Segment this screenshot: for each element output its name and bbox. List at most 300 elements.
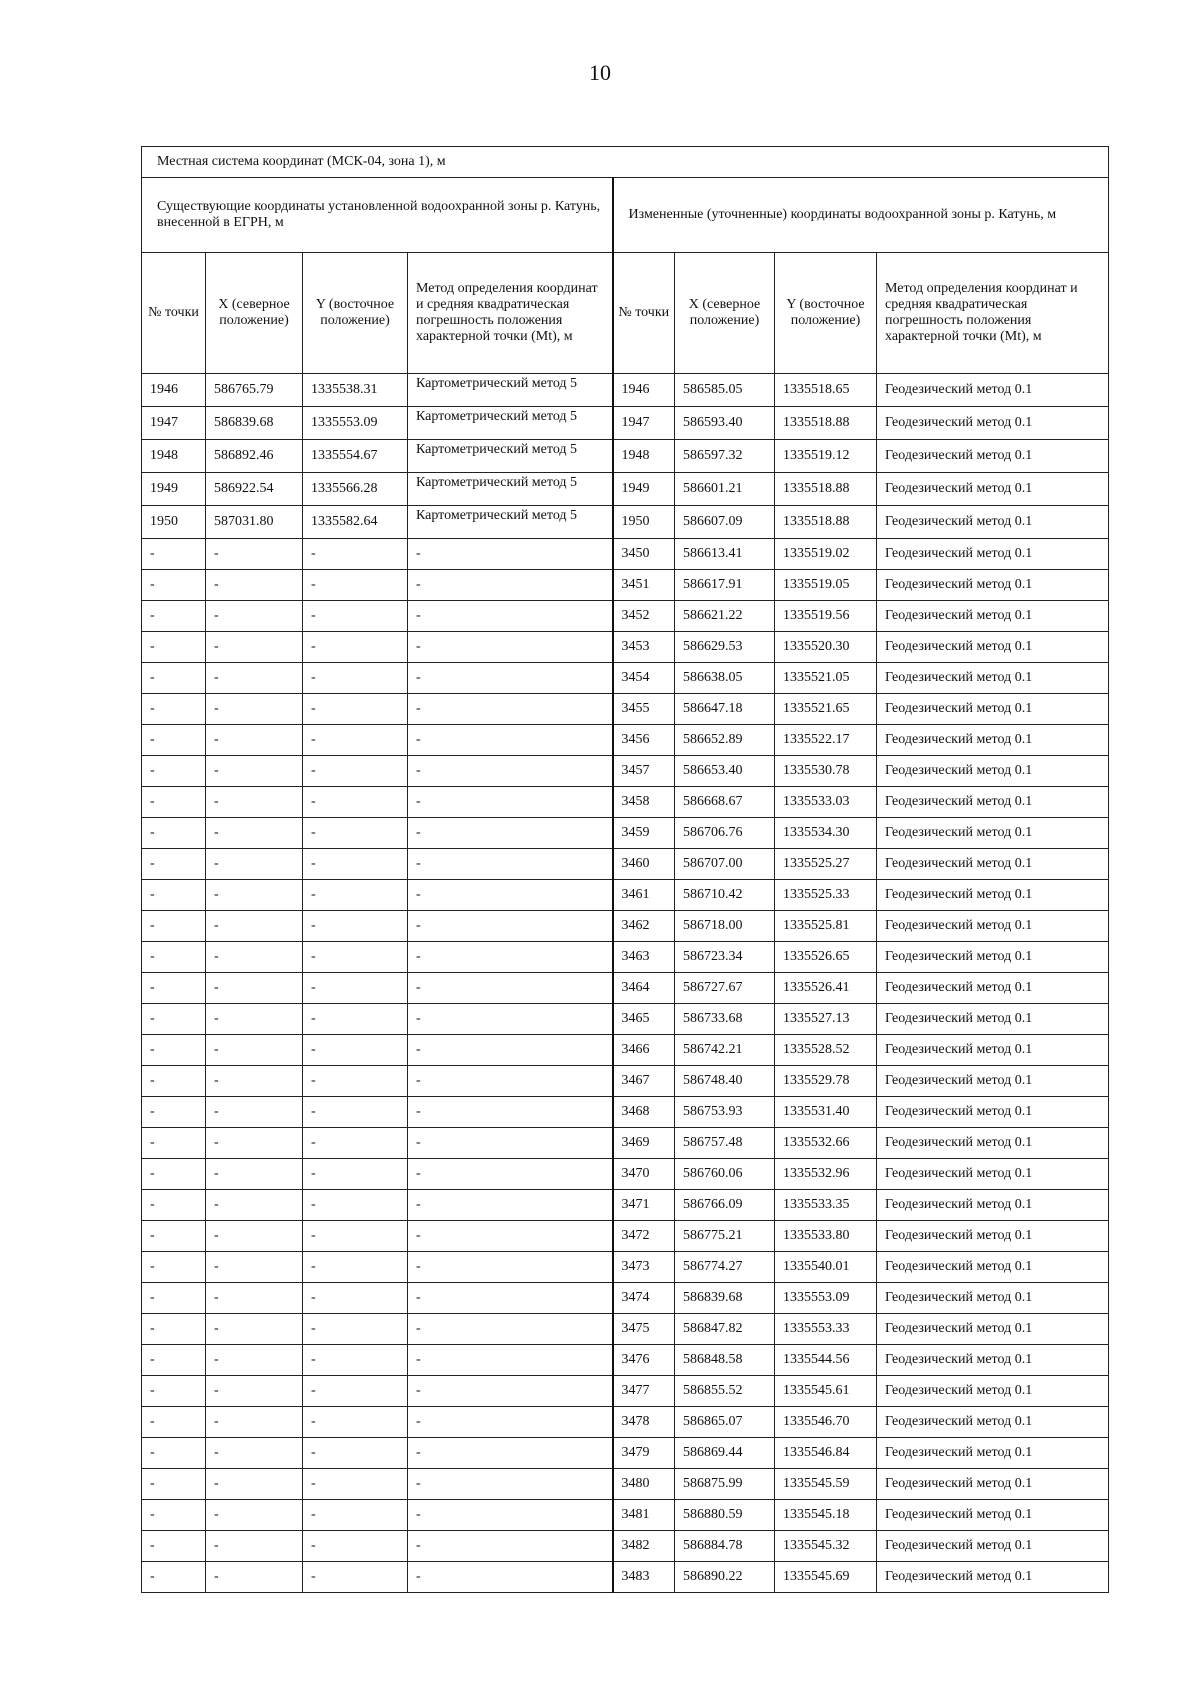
- new-y-coordinate-cell: 1335520.30: [775, 632, 877, 663]
- old-x-coordinate-cell: 586922.54: [206, 473, 303, 506]
- group-existing-header: Существующие координаты установленной водоохранной зоны р. Катунь, внесенной в ЕГРН, м: [142, 178, 613, 253]
- new-y-coordinate-cell: 1335518.65: [775, 374, 877, 407]
- new-point-number-cell: 3463: [613, 942, 675, 973]
- old-point-number-cell: -: [142, 818, 206, 849]
- old-method-cell: -: [408, 1314, 613, 1345]
- old-point-number-cell: -: [142, 632, 206, 663]
- old-x-coordinate-cell: -: [206, 1283, 303, 1314]
- old-point-number-cell: 1947: [142, 407, 206, 440]
- new-x-coordinate-cell: 586707.00: [675, 849, 775, 880]
- new-point-number-cell: 3454: [613, 663, 675, 694]
- new-y-coordinate-cell: 1335525.81: [775, 911, 877, 942]
- new-point-number-cell: 1947: [613, 407, 675, 440]
- new-y-coordinate-cell: 1335533.35: [775, 1190, 877, 1221]
- old-method-cell: -: [408, 1097, 613, 1128]
- new-point-number-cell: 3468: [613, 1097, 675, 1128]
- old-method-cell: Картометрический метод 5: [408, 473, 613, 506]
- new-x-coordinate-cell: 586880.59: [675, 1500, 775, 1531]
- old-y-coordinate-cell: -: [303, 818, 408, 849]
- old-x-coordinate-cell: -: [206, 973, 303, 1004]
- new-y-coordinate-cell: 1335532.96: [775, 1159, 877, 1190]
- new-method-cell: Геодезический метод 0.1: [877, 1500, 1109, 1531]
- old-x-coordinate-cell: -: [206, 1562, 303, 1593]
- new-y-coordinate-cell: 1335525.33: [775, 880, 877, 911]
- old-method-cell: Картометрический метод 5: [408, 374, 613, 407]
- new-point-number-cell: 1950: [613, 506, 675, 539]
- new-point-number-cell: 3457: [613, 756, 675, 787]
- new-method-cell: Геодезический метод 0.1: [877, 1097, 1109, 1128]
- old-x-coordinate-cell: -: [206, 1438, 303, 1469]
- table-row: [142, 1252, 1109, 1283]
- table-row: [142, 1128, 1109, 1159]
- old-point-number-cell: -: [142, 601, 206, 632]
- old-y-coordinate-cell: -: [303, 694, 408, 725]
- new-method-cell: Геодезический метод 0.1: [877, 1252, 1109, 1283]
- new-point-number-cell: 3479: [613, 1438, 675, 1469]
- new-point-number-cell: 3476: [613, 1345, 675, 1376]
- old-method-cell: -: [408, 1469, 613, 1500]
- old-x-coordinate-cell: -: [206, 1314, 303, 1345]
- table-row: [142, 1438, 1109, 1469]
- new-point-number-cell: 3480: [613, 1469, 675, 1500]
- old-y-coordinate-cell: -: [303, 849, 408, 880]
- new-x-coordinate-cell: 586617.91: [675, 570, 775, 601]
- old-x-coordinate-cell: 587031.80: [206, 506, 303, 539]
- new-y-coordinate-cell: 1335519.05: [775, 570, 877, 601]
- old-x-coordinate-cell: -: [206, 1221, 303, 1252]
- new-point-number-cell: 3456: [613, 725, 675, 756]
- old-point-number-cell: -: [142, 1314, 206, 1345]
- new-y-coordinate-cell: 1335521.05: [775, 663, 877, 694]
- new-point-number-cell: 3473: [613, 1252, 675, 1283]
- old-y-coordinate-cell: -: [303, 1469, 408, 1500]
- old-y-coordinate-cell: -: [303, 756, 408, 787]
- table-row: [142, 1376, 1109, 1407]
- old-y-coordinate-cell: -: [303, 911, 408, 942]
- old-y-coordinate-cell: 1335566.28: [303, 473, 408, 506]
- table-row: [142, 1345, 1109, 1376]
- new-point-number-cell: 3453: [613, 632, 675, 663]
- header-point-number: № точки: [142, 253, 206, 374]
- old-x-coordinate-cell: -: [206, 1035, 303, 1066]
- old-y-coordinate-cell: -: [303, 570, 408, 601]
- old-y-coordinate-cell: -: [303, 1128, 408, 1159]
- header-method: Метод определения координат и средняя квадратическая погрешность положения характерной точки (Mt), м: [408, 253, 613, 374]
- old-y-coordinate-cell: -: [303, 1066, 408, 1097]
- old-point-number-cell: -: [142, 1469, 206, 1500]
- table-row: [142, 1469, 1109, 1500]
- old-x-coordinate-cell: -: [206, 601, 303, 632]
- new-point-number-cell: 3455: [613, 694, 675, 725]
- old-y-coordinate-cell: -: [303, 601, 408, 632]
- old-y-coordinate-cell: -: [303, 1500, 408, 1531]
- new-y-coordinate-cell: 1335544.56: [775, 1345, 877, 1376]
- new-point-number-cell: 1948: [613, 440, 675, 473]
- old-method-cell: -: [408, 1283, 613, 1314]
- new-x-coordinate-cell: 586865.07: [675, 1407, 775, 1438]
- new-x-coordinate-cell: 586593.40: [675, 407, 775, 440]
- old-method-cell: -: [408, 1190, 613, 1221]
- new-point-number-cell: 1946: [613, 374, 675, 407]
- new-y-coordinate-cell: 1335519.02: [775, 539, 877, 570]
- new-method-cell: Геодезический метод 0.1: [877, 663, 1109, 694]
- old-point-number-cell: -: [142, 663, 206, 694]
- table-row: [142, 849, 1109, 880]
- table-row: [142, 787, 1109, 818]
- table-row: [142, 1500, 1109, 1531]
- old-x-coordinate-cell: -: [206, 1128, 303, 1159]
- old-y-coordinate-cell: -: [303, 632, 408, 663]
- table-row: [142, 1159, 1109, 1190]
- new-y-coordinate-cell: 1335546.84: [775, 1438, 877, 1469]
- new-method-cell: Геодезический метод 0.1: [877, 601, 1109, 632]
- table-row: [142, 570, 1109, 601]
- old-y-coordinate-cell: -: [303, 973, 408, 1004]
- new-point-number-cell: 3478: [613, 1407, 675, 1438]
- new-method-cell: Геодезический метод 0.1: [877, 1221, 1109, 1252]
- old-method-cell: -: [408, 942, 613, 973]
- new-method-cell: Геодезический метод 0.1: [877, 1407, 1109, 1438]
- old-point-number-cell: -: [142, 1407, 206, 1438]
- old-method-cell: -: [408, 1066, 613, 1097]
- new-method-cell: Геодезический метод 0.1: [877, 1190, 1109, 1221]
- old-method-cell: -: [408, 1345, 613, 1376]
- new-point-number-cell: 1949: [613, 473, 675, 506]
- new-y-coordinate-cell: 1335532.66: [775, 1128, 877, 1159]
- old-point-number-cell: -: [142, 880, 206, 911]
- old-point-number-cell: -: [142, 1035, 206, 1066]
- header-method: Метод определения координат и средняя квадратическая погрешность положения характерной точки (Mt), м: [877, 253, 1109, 374]
- new-x-coordinate-cell: 586638.05: [675, 663, 775, 694]
- new-method-cell: Геодезический метод 0.1: [877, 942, 1109, 973]
- old-x-coordinate-cell: -: [206, 1097, 303, 1128]
- new-method-cell: Геодезический метод 0.1: [877, 1345, 1109, 1376]
- old-method-cell: -: [408, 1438, 613, 1469]
- new-method-cell: Геодезический метод 0.1: [877, 1562, 1109, 1593]
- new-method-cell: Геодезический метод 0.1: [877, 849, 1109, 880]
- new-point-number-cell: 3481: [613, 1500, 675, 1531]
- table-row: [142, 1314, 1109, 1345]
- old-y-coordinate-cell: -: [303, 1531, 408, 1562]
- table-row: [142, 818, 1109, 849]
- old-method-cell: -: [408, 601, 613, 632]
- new-point-number-cell: 3461: [613, 880, 675, 911]
- old-y-coordinate-cell: -: [303, 1283, 408, 1314]
- new-x-coordinate-cell: 586733.68: [675, 1004, 775, 1035]
- new-point-number-cell: 3483: [613, 1562, 675, 1593]
- old-point-number-cell: -: [142, 1345, 206, 1376]
- table-row: [142, 1190, 1109, 1221]
- old-method-cell: -: [408, 1376, 613, 1407]
- old-method-cell: -: [408, 911, 613, 942]
- old-x-coordinate-cell: -: [206, 539, 303, 570]
- old-method-cell: -: [408, 663, 613, 694]
- table-row: [142, 539, 1109, 570]
- old-y-coordinate-cell: -: [303, 1376, 408, 1407]
- new-method-cell: Геодезический метод 0.1: [877, 1469, 1109, 1500]
- new-x-coordinate-cell: 586601.21: [675, 473, 775, 506]
- old-method-cell: -: [408, 725, 613, 756]
- old-method-cell: -: [408, 539, 613, 570]
- new-y-coordinate-cell: 1335519.12: [775, 440, 877, 473]
- old-x-coordinate-cell: -: [206, 1252, 303, 1283]
- table-row: [142, 1407, 1109, 1438]
- table-row: [142, 1562, 1109, 1593]
- old-y-coordinate-cell: -: [303, 725, 408, 756]
- new-point-number-cell: 3464: [613, 973, 675, 1004]
- old-x-coordinate-cell: -: [206, 1376, 303, 1407]
- old-x-coordinate-cell: -: [206, 1500, 303, 1531]
- new-x-coordinate-cell: 586668.67: [675, 787, 775, 818]
- old-x-coordinate-cell: -: [206, 1066, 303, 1097]
- new-method-cell: Геодезический метод 0.1: [877, 1004, 1109, 1035]
- new-x-coordinate-cell: 586742.21: [675, 1035, 775, 1066]
- header-y-east: Y (восточное положение): [303, 253, 408, 374]
- new-y-coordinate-cell: 1335531.40: [775, 1097, 877, 1128]
- new-method-cell: Геодезический метод 0.1: [877, 1035, 1109, 1066]
- old-x-coordinate-cell: -: [206, 694, 303, 725]
- new-y-coordinate-cell: 1335533.80: [775, 1221, 877, 1252]
- new-x-coordinate-cell: 586774.27: [675, 1252, 775, 1283]
- old-x-coordinate-cell: -: [206, 570, 303, 601]
- new-x-coordinate-cell: 586723.34: [675, 942, 775, 973]
- new-y-coordinate-cell: 1335553.09: [775, 1283, 877, 1314]
- new-point-number-cell: 3472: [613, 1221, 675, 1252]
- new-point-number-cell: 3450: [613, 539, 675, 570]
- old-y-coordinate-cell: -: [303, 1221, 408, 1252]
- old-x-coordinate-cell: -: [206, 1159, 303, 1190]
- table-row: [142, 506, 1109, 539]
- table-row: [142, 942, 1109, 973]
- old-x-coordinate-cell: -: [206, 663, 303, 694]
- header-point-number: № точки: [613, 253, 675, 374]
- old-y-coordinate-cell: -: [303, 663, 408, 694]
- new-point-number-cell: 3471: [613, 1190, 675, 1221]
- old-point-number-cell: -: [142, 1283, 206, 1314]
- new-y-coordinate-cell: 1335545.59: [775, 1469, 877, 1500]
- new-y-coordinate-cell: 1335540.01: [775, 1252, 877, 1283]
- new-point-number-cell: 3482: [613, 1531, 675, 1562]
- new-x-coordinate-cell: 586748.40: [675, 1066, 775, 1097]
- new-method-cell: Геодезический метод 0.1: [877, 1438, 1109, 1469]
- old-y-coordinate-cell: 1335554.67: [303, 440, 408, 473]
- new-method-cell: Геодезический метод 0.1: [877, 1283, 1109, 1314]
- table-row: [142, 1283, 1109, 1314]
- old-point-number-cell: -: [142, 1438, 206, 1469]
- new-y-coordinate-cell: 1335527.13: [775, 1004, 877, 1035]
- old-method-cell: -: [408, 1562, 613, 1593]
- new-x-coordinate-cell: 586613.41: [675, 539, 775, 570]
- table-row: [142, 1097, 1109, 1128]
- new-x-coordinate-cell: 586855.52: [675, 1376, 775, 1407]
- new-method-cell: Геодезический метод 0.1: [877, 756, 1109, 787]
- table-row: [142, 1035, 1109, 1066]
- old-x-coordinate-cell: -: [206, 1469, 303, 1500]
- old-x-coordinate-cell: -: [206, 1407, 303, 1438]
- old-method-cell: -: [408, 1252, 613, 1283]
- new-x-coordinate-cell: 586757.48: [675, 1128, 775, 1159]
- old-method-cell: -: [408, 1531, 613, 1562]
- old-point-number-cell: -: [142, 1159, 206, 1190]
- new-y-coordinate-cell: 1335518.88: [775, 473, 877, 506]
- group-changed-header: Измененные (уточненные) координаты водоохранной зоны р. Катунь, м: [613, 178, 1109, 253]
- new-method-cell: Геодезический метод 0.1: [877, 1314, 1109, 1345]
- old-point-number-cell: 1948: [142, 440, 206, 473]
- table-row: [142, 1531, 1109, 1562]
- old-point-number-cell: -: [142, 787, 206, 818]
- new-x-coordinate-cell: 586706.76: [675, 818, 775, 849]
- old-point-number-cell: -: [142, 570, 206, 601]
- old-x-coordinate-cell: -: [206, 787, 303, 818]
- page-number: 10: [589, 60, 611, 85]
- old-point-number-cell: -: [142, 1252, 206, 1283]
- old-method-cell: -: [408, 1159, 613, 1190]
- table-row: [142, 632, 1109, 663]
- old-y-coordinate-cell: 1335538.31: [303, 374, 408, 407]
- header-y-east: Y (восточное положение): [775, 253, 877, 374]
- table-row: [142, 725, 1109, 756]
- new-method-cell: Геодезический метод 0.1: [877, 787, 1109, 818]
- new-point-number-cell: 3451: [613, 570, 675, 601]
- new-y-coordinate-cell: 1335553.33: [775, 1314, 877, 1345]
- new-x-coordinate-cell: 586718.00: [675, 911, 775, 942]
- new-x-coordinate-cell: 586597.32: [675, 440, 775, 473]
- new-x-coordinate-cell: 586875.99: [675, 1469, 775, 1500]
- old-point-number-cell: -: [142, 1221, 206, 1252]
- old-point-number-cell: -: [142, 1097, 206, 1128]
- table-row: [142, 911, 1109, 942]
- new-x-coordinate-cell: 586710.42: [675, 880, 775, 911]
- old-y-coordinate-cell: -: [303, 1407, 408, 1438]
- new-method-cell: Геодезический метод 0.1: [877, 407, 1109, 440]
- table-row: [142, 663, 1109, 694]
- new-x-coordinate-cell: 586775.21: [675, 1221, 775, 1252]
- new-x-coordinate-cell: 586848.58: [675, 1345, 775, 1376]
- old-method-cell: -: [408, 570, 613, 601]
- table-row: [142, 694, 1109, 725]
- old-point-number-cell: -: [142, 1004, 206, 1035]
- new-x-coordinate-cell: 586890.22: [675, 1562, 775, 1593]
- new-x-coordinate-cell: 586760.06: [675, 1159, 775, 1190]
- new-method-cell: Геодезический метод 0.1: [877, 440, 1109, 473]
- new-x-coordinate-cell: 586629.53: [675, 632, 775, 663]
- old-method-cell: -: [408, 1221, 613, 1252]
- new-point-number-cell: 3460: [613, 849, 675, 880]
- old-point-number-cell: -: [142, 973, 206, 1004]
- new-y-coordinate-cell: 1335534.30: [775, 818, 877, 849]
- new-method-cell: Геодезический метод 0.1: [877, 725, 1109, 756]
- old-method-cell: -: [408, 694, 613, 725]
- new-method-cell: Геодезический метод 0.1: [877, 973, 1109, 1004]
- old-point-number-cell: 1946: [142, 374, 206, 407]
- old-method-cell: -: [408, 787, 613, 818]
- new-y-coordinate-cell: 1335545.32: [775, 1531, 877, 1562]
- old-y-coordinate-cell: -: [303, 1035, 408, 1066]
- new-point-number-cell: 3452: [613, 601, 675, 632]
- table-row: [142, 440, 1109, 473]
- new-method-cell: Геодезический метод 0.1: [877, 570, 1109, 601]
- new-x-coordinate-cell: 586884.78: [675, 1531, 775, 1562]
- table-row: [142, 407, 1109, 440]
- old-method-cell: Картометрический метод 5: [408, 506, 613, 539]
- old-x-coordinate-cell: -: [206, 1190, 303, 1221]
- old-x-coordinate-cell: 586892.46: [206, 440, 303, 473]
- old-point-number-cell: -: [142, 1190, 206, 1221]
- new-point-number-cell: 3469: [613, 1128, 675, 1159]
- old-y-coordinate-cell: -: [303, 1159, 408, 1190]
- old-point-number-cell: -: [142, 725, 206, 756]
- old-point-number-cell: -: [142, 1562, 206, 1593]
- new-x-coordinate-cell: 586653.40: [675, 756, 775, 787]
- new-method-cell: Геодезический метод 0.1: [877, 374, 1109, 407]
- new-point-number-cell: 3459: [613, 818, 675, 849]
- old-method-cell: -: [408, 1128, 613, 1159]
- old-x-coordinate-cell: -: [206, 756, 303, 787]
- table-row: [142, 1004, 1109, 1035]
- new-x-coordinate-cell: 586727.67: [675, 973, 775, 1004]
- new-x-coordinate-cell: 586839.68: [675, 1283, 775, 1314]
- new-method-cell: Геодезический метод 0.1: [877, 818, 1109, 849]
- old-method-cell: -: [408, 1407, 613, 1438]
- new-point-number-cell: 3475: [613, 1314, 675, 1345]
- old-x-coordinate-cell: -: [206, 849, 303, 880]
- new-x-coordinate-cell: 586869.44: [675, 1438, 775, 1469]
- new-y-coordinate-cell: 1335522.17: [775, 725, 877, 756]
- old-x-coordinate-cell: -: [206, 1531, 303, 1562]
- old-y-coordinate-cell: -: [303, 1345, 408, 1376]
- old-method-cell: -: [408, 973, 613, 1004]
- new-x-coordinate-cell: 586621.22: [675, 601, 775, 632]
- new-x-coordinate-cell: 586585.05: [675, 374, 775, 407]
- new-method-cell: Геодезический метод 0.1: [877, 1531, 1109, 1562]
- old-point-number-cell: -: [142, 1500, 206, 1531]
- new-y-coordinate-cell: 1335529.78: [775, 1066, 877, 1097]
- old-y-coordinate-cell: -: [303, 539, 408, 570]
- new-method-cell: Геодезический метод 0.1: [877, 539, 1109, 570]
- new-y-coordinate-cell: 1335526.41: [775, 973, 877, 1004]
- new-y-coordinate-cell: 1335526.65: [775, 942, 877, 973]
- new-x-coordinate-cell: 586652.89: [675, 725, 775, 756]
- new-method-cell: Геодезический метод 0.1: [877, 1128, 1109, 1159]
- old-y-coordinate-cell: -: [303, 1097, 408, 1128]
- old-method-cell: -: [408, 1500, 613, 1531]
- old-point-number-cell: -: [142, 942, 206, 973]
- new-point-number-cell: 3477: [613, 1376, 675, 1407]
- old-x-coordinate-cell: 586839.68: [206, 407, 303, 440]
- new-method-cell: Геодезический метод 0.1: [877, 506, 1109, 539]
- old-method-cell: Картометрический метод 5: [408, 440, 613, 473]
- table-title: Местная система координат (МСК-04, зона 1), м: [142, 147, 1109, 178]
- old-x-coordinate-cell: -: [206, 632, 303, 663]
- old-point-number-cell: -: [142, 1376, 206, 1407]
- new-y-coordinate-cell: 1335545.18: [775, 1500, 877, 1531]
- old-point-number-cell: 1949: [142, 473, 206, 506]
- new-method-cell: Геодезический метод 0.1: [877, 632, 1109, 663]
- new-point-number-cell: 3462: [613, 911, 675, 942]
- old-y-coordinate-cell: -: [303, 1252, 408, 1283]
- new-x-coordinate-cell: 586847.82: [675, 1314, 775, 1345]
- new-y-coordinate-cell: 1335533.03: [775, 787, 877, 818]
- table-row: [142, 973, 1109, 1004]
- new-y-coordinate-cell: 1335528.52: [775, 1035, 877, 1066]
- table-row: [142, 473, 1109, 506]
- new-method-cell: Геодезический метод 0.1: [877, 1066, 1109, 1097]
- old-x-coordinate-cell: -: [206, 1345, 303, 1376]
- old-y-coordinate-cell: -: [303, 1004, 408, 1035]
- new-method-cell: Геодезический метод 0.1: [877, 694, 1109, 725]
- old-method-cell: -: [408, 756, 613, 787]
- old-method-cell: -: [408, 818, 613, 849]
